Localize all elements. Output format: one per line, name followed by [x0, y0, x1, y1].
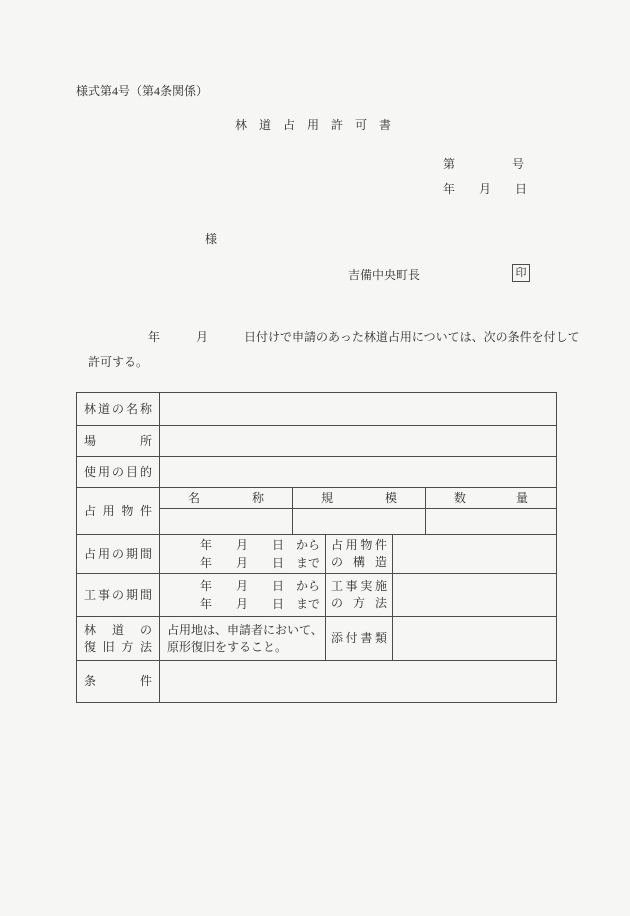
field-object-scale: [293, 509, 426, 535]
document-title: 林 道 占 用 許 可 書: [235, 118, 392, 132]
row-label-occupation-period: 占用の期間: [84, 546, 152, 561]
field-attachments: [393, 617, 557, 661]
row-label-conditions: 条件: [84, 674, 152, 688]
field-object-name: [160, 509, 293, 535]
field-forest-road-name: [160, 393, 557, 426]
column-header-scale: 規模: [321, 490, 397, 505]
form-number: 様式第4号（第4条関係）: [76, 84, 209, 98]
field-conditions: [160, 661, 557, 703]
row-label-location: 場所: [84, 433, 152, 448]
construction-period-to: 年 月 日 まで: [200, 597, 321, 611]
restoration-statement-line1: 占用地は、申請者において、: [167, 622, 323, 637]
document-number-suffix: 号: [511, 157, 524, 171]
row-label-purpose: 使用の目的: [84, 464, 152, 479]
table-row: [77, 617, 557, 661]
table-row: [77, 661, 557, 703]
row-label-occupied-object: 占用物件: [84, 503, 152, 518]
field-construction-method: [393, 574, 557, 617]
field-construction-period: [160, 574, 326, 617]
row-label-attachments: 添付書類: [331, 631, 387, 645]
row-label-object-structure-line1: 占用物件: [331, 538, 387, 552]
table-row: [77, 535, 557, 574]
occupation-period-from: 年 月 日 から: [200, 538, 321, 552]
document-number-line: [443, 157, 524, 172]
column-header-name: 名称: [188, 490, 264, 505]
document-date-line: 年 月 日: [443, 182, 528, 196]
row-label-restoration-line1: 林道の: [84, 622, 152, 637]
table-row: [77, 574, 557, 617]
field-object-structure: [393, 535, 557, 574]
row-label-construction-method-line1: 工事実施: [331, 579, 387, 593]
body-text-line2: 許可する。: [88, 355, 149, 369]
field-location: [160, 426, 557, 457]
row-label-object-structure-line2: の構造: [331, 555, 387, 569]
construction-period-from: 年 月 日 から: [200, 579, 321, 593]
restoration-statement: [160, 617, 326, 661]
row-label-restoration-line2: 復旧方法: [84, 639, 152, 654]
restoration-statement-line2: 原形復旧をすること。: [167, 639, 288, 654]
issuer-name: 吉備中央町長: [348, 268, 421, 282]
body-text-line1: 年 月 日付けで申請のあった林道占用については、次の条件を付して: [148, 330, 580, 344]
row-label-construction-method-line2: の方法: [331, 596, 387, 610]
table-row: [77, 393, 557, 426]
field-occupation-period: [160, 535, 326, 574]
field-purpose: [160, 457, 557, 488]
column-header-quantity: 数量: [454, 490, 529, 505]
occupation-period-to: 年 月 日 まで: [200, 556, 321, 570]
table-row: [77, 457, 557, 488]
permit-table: [76, 392, 557, 703]
table-row: [77, 488, 557, 509]
row-label-construction-period: 工事の期間: [84, 587, 152, 602]
document-number-prefix: 第: [443, 157, 456, 171]
addressee-honorific: 様: [205, 232, 218, 246]
table-row: [77, 426, 557, 457]
seal-mark: 印: [512, 264, 530, 282]
row-label-forest-road-name: 林道の名称: [84, 401, 152, 416]
field-object-quantity: [426, 509, 557, 535]
